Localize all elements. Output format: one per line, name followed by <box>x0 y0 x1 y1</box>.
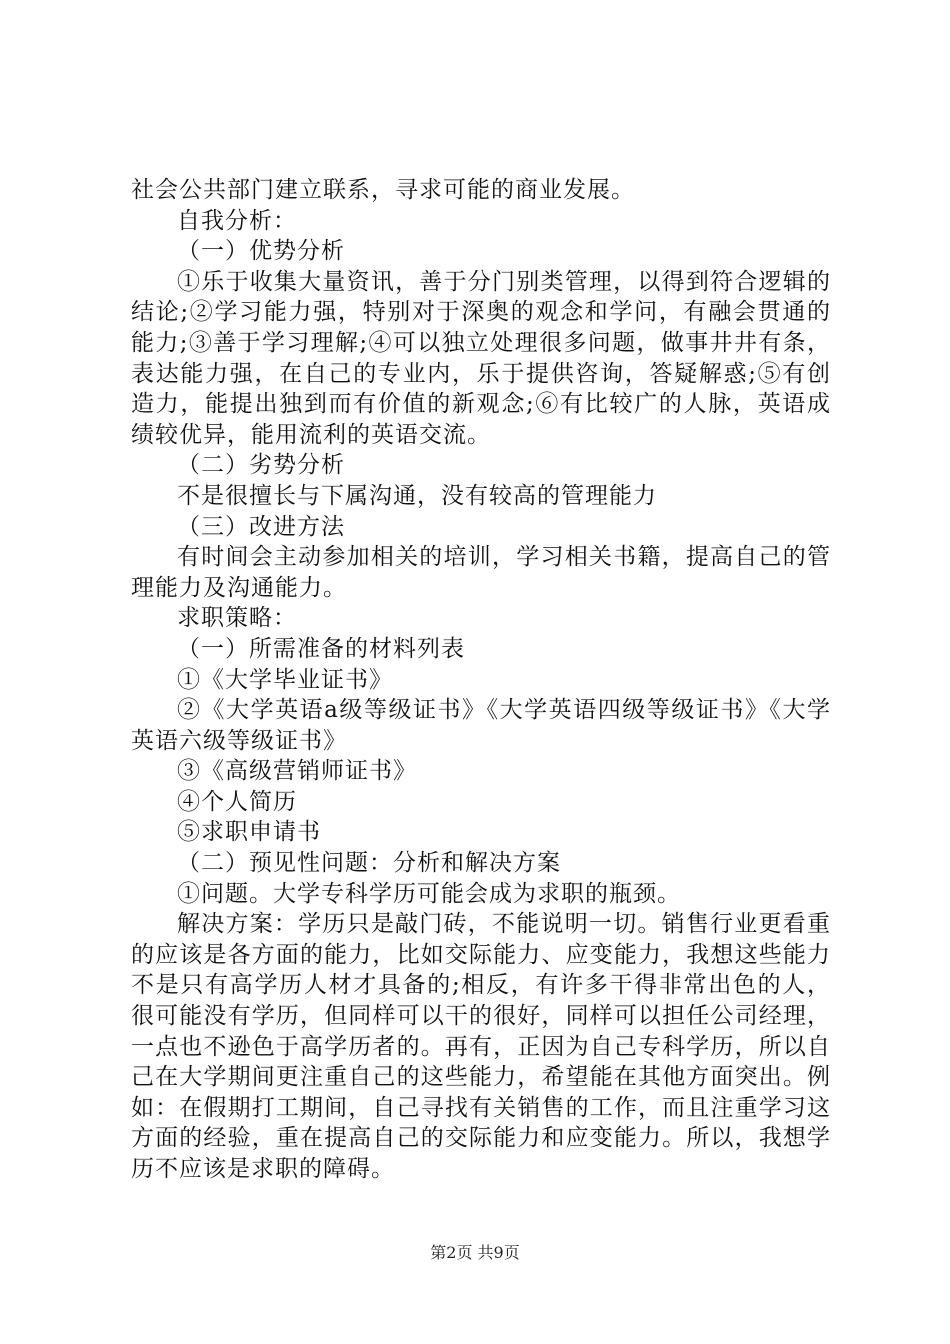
page-number-footer: 第2页 共9页 <box>430 1243 520 1262</box>
paragraph-weaknesses: 不是很擅长与下属沟通，没有较高的管理能力 <box>177 482 657 509</box>
subheading-strengths: （一）优势分析 <box>177 238 345 265</box>
list-item-resume: ④个人简历 <box>177 788 297 815</box>
paragraph-1: 社会公共部门建立联系，寻求可能的商业发展。 <box>131 177 635 203</box>
list-item-marketing-certificate: ③《高级营销师证书》 <box>177 758 417 785</box>
list-item-application-letter: ⑤求职申请书 <box>177 819 321 846</box>
document-body <box>131 175 831 1185</box>
paragraph-problem: ①问题。大学专科学历可能会成为求职的瓶颈。 <box>177 880 681 907</box>
paragraph-solution: 解决方案：学历只是敲门砖，不能说明一切。销售行业更看重的应该是各方面的能力，比如交际能力、应变能力，我想这些能力不是只有高学历人材才具备的;相反，有许多干得非常出色的人，很可能没有学历，但同样可以干的很好，同样可以担任公司经理，一点也不逊色于高学历者的。再有，正因为自己专科学历，所以自己在大学期间更注重自己的这些能力，希望能在其他方面突出。例如：在假期打工期间，自己寻找有关销售的工作，而且注重学习这方面的经验，重在提高自己的交际能力和应变能力。所以，我想学历不应该是求职的障碍。 <box>131 911 831 1182</box>
paragraph-strengths: ①乐于收集大量资讯，善于分门别类管理，以得到符合逻辑的结论;②学习能力强，特别对于深奥的观念和学问，有融会贯通的能力;③善于学习理解;④可以独立处理很多问题，做事井井有条，表达能力强，在自己的专业内，乐于提供咨询，答疑解惑;⑤有创造力，能提出独到而有价值的新观念;⑥有比较广的人脉，英语成绩较优异，能用流利的英语交流。 <box>131 268 831 448</box>
list-item-english-certificates: ②《大学英语a级等级证书》《大学英语四级等级证书》《大学英语六级等级证书》 <box>131 697 831 754</box>
paragraph-improvement: 有时间会主动参加相关的培训，学习相关书籍，提高自己的管理能力及沟通能力。 <box>131 544 831 601</box>
heading-job-strategy: 求职策略： <box>177 605 297 632</box>
list-item-diploma: ①《大学毕业证书》 <box>177 666 393 693</box>
subheading-improvement: （三）改进方法 <box>177 513 345 540</box>
subheading-weaknesses: （二）劣势分析 <box>177 452 345 479</box>
subheading-materials: （一）所需准备的材料列表 <box>177 635 465 662</box>
heading-self-analysis: 自我分析： <box>177 207 297 234</box>
subheading-anticipated-problems: （二）预见性问题：分析和解决方案 <box>177 850 561 877</box>
